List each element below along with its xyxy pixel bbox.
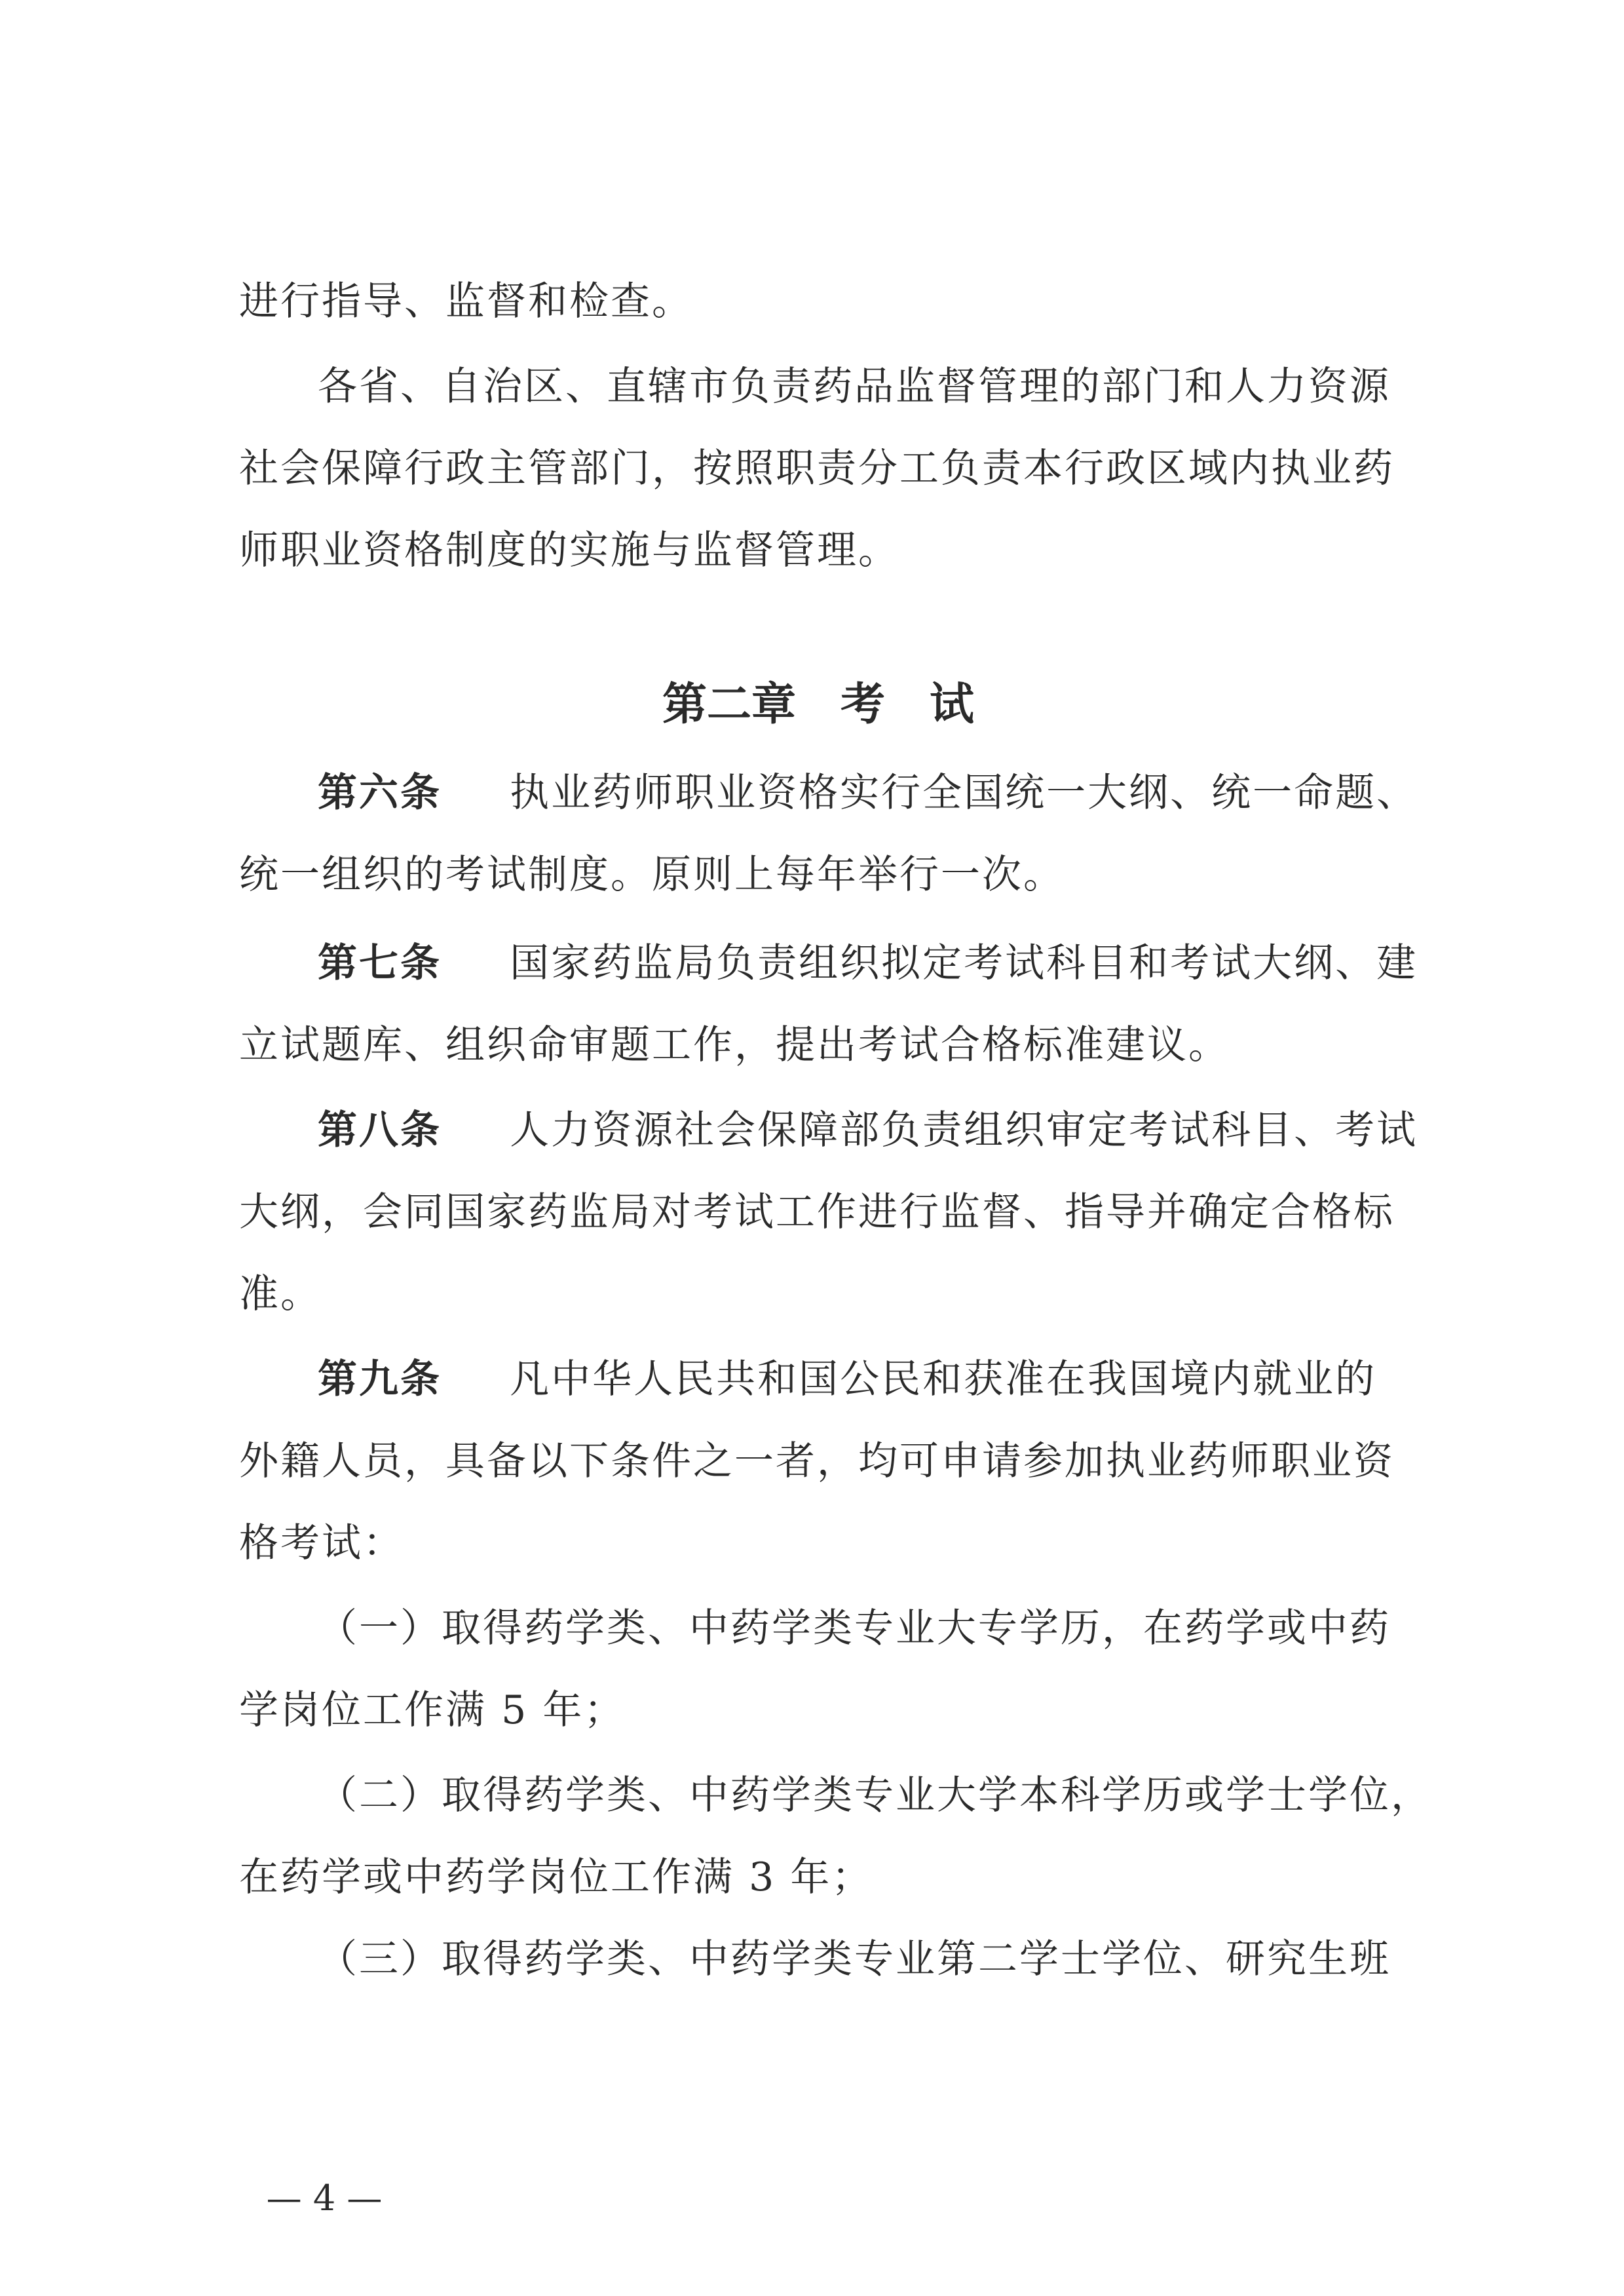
article-7-text-1: 国家药监局负责组织拟定考试科目和考试大纲、建 bbox=[510, 940, 1418, 986]
article-9-line-1 bbox=[318, 1353, 1382, 1406]
condition-3-line-1: （三）取得药学类、中药学类专业第二学士学位、研究生班 bbox=[318, 1936, 1391, 1982]
article-9-line-3: 格考试： bbox=[239, 1520, 404, 1566]
article-8-line-2: 大纲，会同国家药监局对考试工作进行监督、指导并确定合格标 bbox=[239, 1189, 1395, 1235]
page-number: — 4 — bbox=[266, 2177, 383, 2219]
article-8-text-1: 人力资源社会保障部负责组织审定考试科目、考试 bbox=[510, 1107, 1418, 1153]
article-6-line-2: 统一组织的考试制度。原则上每年举行一次。 bbox=[239, 852, 1065, 898]
intro-line-2: 各省、自治区、直辖市负责药品监督管理的部门和人力资源 bbox=[318, 364, 1391, 410]
article-7-line-2: 立试题库、组织命审题工作，提出考试合格标准建议。 bbox=[239, 1022, 1230, 1068]
article-6-text-1: 执业药师职业资格实行全国统一大纲、统一命题、 bbox=[510, 770, 1418, 816]
intro-line-3: 社会保障行政主管部门，按照职责分工负责本行政区域内执业药 bbox=[239, 446, 1395, 491]
article-7-line-1 bbox=[318, 937, 1418, 989]
article-8-line-1 bbox=[318, 1104, 1418, 1157]
condition-1-line-2: 学岗位工作满 5 年； bbox=[239, 1687, 626, 1733]
article-6-line-1 bbox=[318, 767, 1418, 819]
article-8-line-3: 准。 bbox=[239, 1271, 322, 1317]
article-9-label: 第九条 bbox=[318, 1356, 442, 1402]
intro-line-1: 进行指导、监督和检查。 bbox=[239, 278, 693, 324]
article-6-label: 第六条 bbox=[318, 770, 442, 816]
article-9-text-1: 凡中华人民共和国公民和获准在我国境内就业的 bbox=[510, 1356, 1377, 1402]
article-8-label: 第八条 bbox=[318, 1107, 442, 1153]
chapter-title: 第二章 考 试 bbox=[662, 678, 975, 731]
condition-2-line-2: 在药学或中药学岗位工作满 3 年； bbox=[239, 1854, 873, 1900]
article-9-line-2: 外籍人员，具备以下条件之一者，均可申请参加执业药师职业资 bbox=[239, 1438, 1395, 1484]
condition-1-line-1: （一）取得药学类、中药学类专业大专学历，在药学或中药 bbox=[318, 1605, 1391, 1651]
intro-line-4: 师职业资格制度的实施与监督管理。 bbox=[239, 527, 899, 573]
condition-2-line-1: （二）取得药学类、中药学类专业大学本科学历或学士学位， bbox=[318, 1772, 1432, 1818]
article-7-label: 第七条 bbox=[318, 940, 442, 986]
